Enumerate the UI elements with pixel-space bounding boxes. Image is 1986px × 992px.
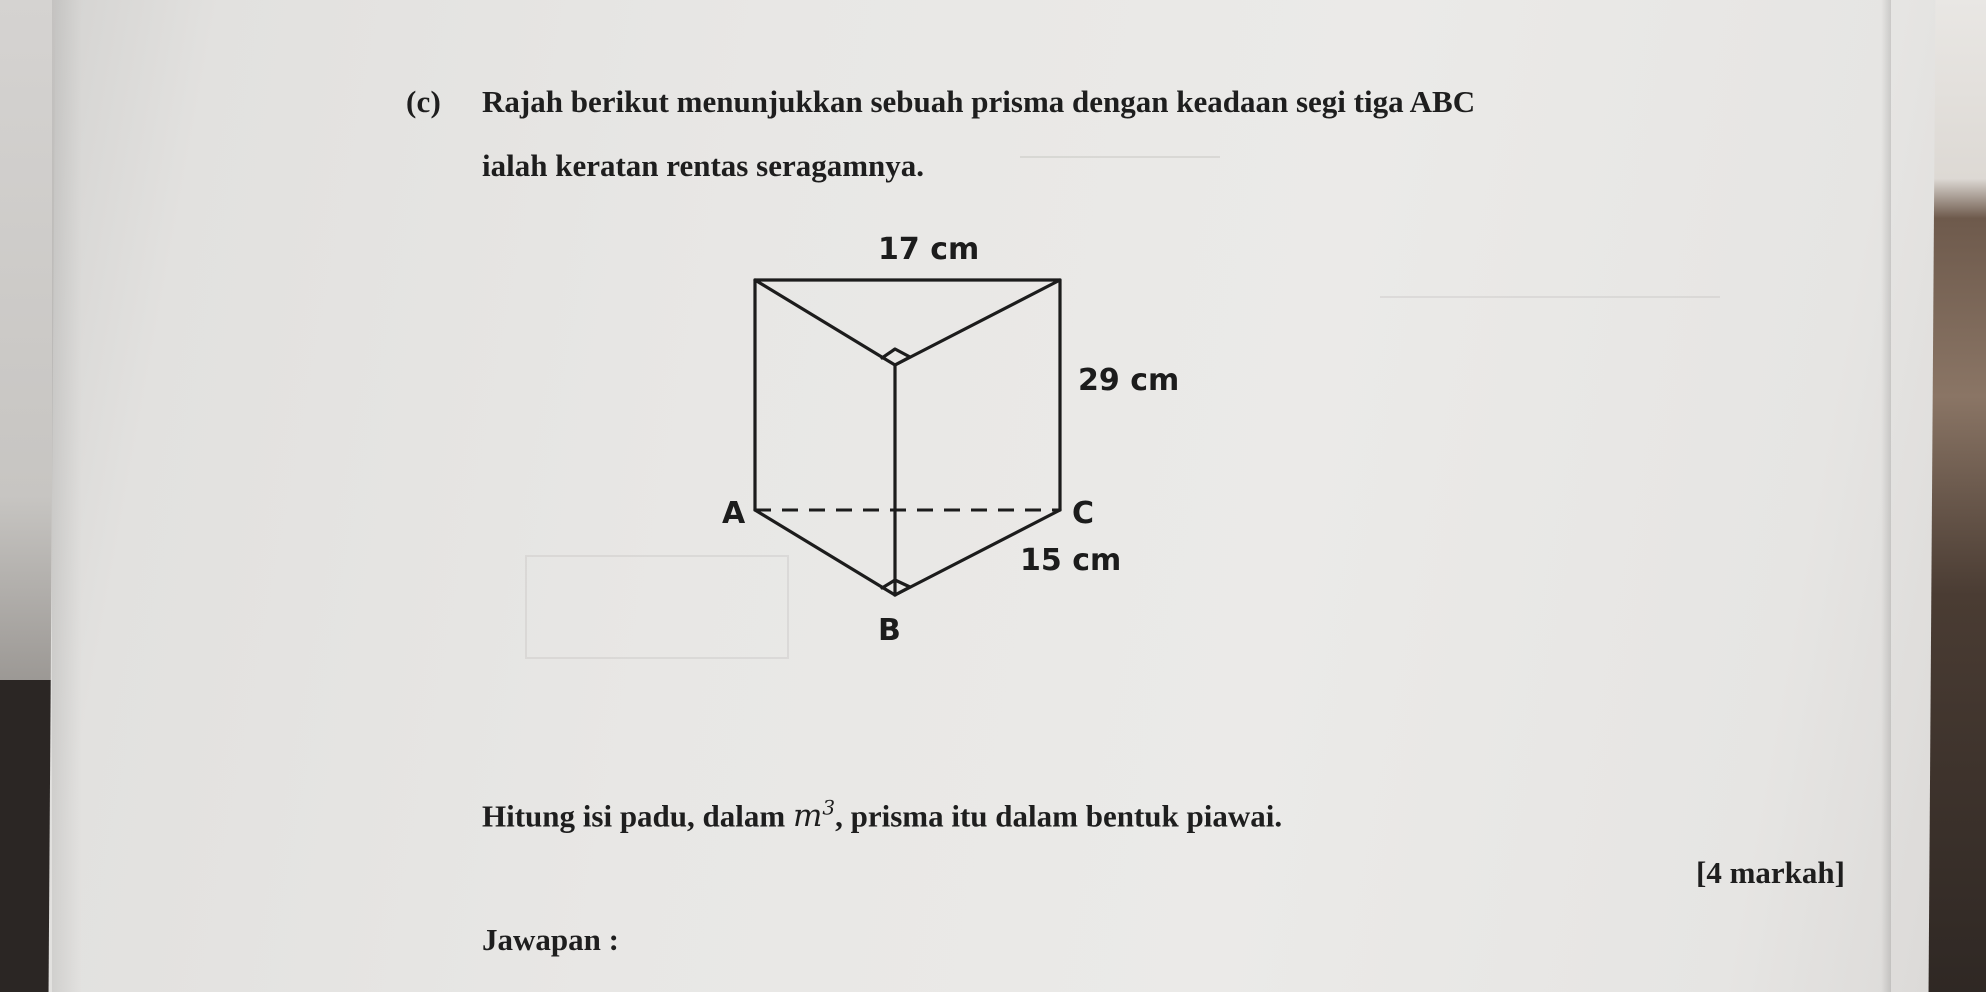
label-vertex-c: C (1072, 496, 1095, 531)
question-text-line-2: ialah keratan rentas seragamnya. (482, 148, 925, 183)
edge-ab (755, 510, 895, 595)
instruction-suffix: , prisma itu dalam bentuk piawai. (835, 798, 1283, 834)
question-label: (c) (406, 84, 442, 119)
paper-shadow (52, 0, 82, 992)
label-vertex-b: B (878, 613, 901, 648)
prism-outline (755, 280, 1060, 595)
label-height-length: 29 cm (1078, 363, 1180, 398)
bleed-through-mark (1380, 270, 1720, 298)
instruction-text (482, 796, 1282, 834)
unit-exponent: 3 (822, 796, 836, 820)
prism-diagram (660, 225, 1220, 655)
bleed-through-mark (1020, 130, 1220, 158)
right-angle-marker-top (882, 349, 910, 365)
paper-edge (1881, 0, 1891, 992)
marks-label: [4 markah] (1696, 855, 1845, 890)
unit-cubic-metre (793, 798, 835, 834)
instruction-prefix: Hitung isi padu, dalam (482, 798, 793, 834)
label-vertex-a: A (722, 496, 746, 531)
unit-base: m (792, 798, 823, 835)
answer-label: Jawapan : (482, 922, 619, 957)
label-top-length: 17 cm (878, 232, 980, 267)
prism-top-face (755, 280, 1060, 365)
label-base-length: 15 cm (1020, 543, 1122, 578)
question-text-line-1: Rajah berikut menunjukkan sebuah prisma dengan keadaan segi tiga ABC (482, 84, 1476, 119)
